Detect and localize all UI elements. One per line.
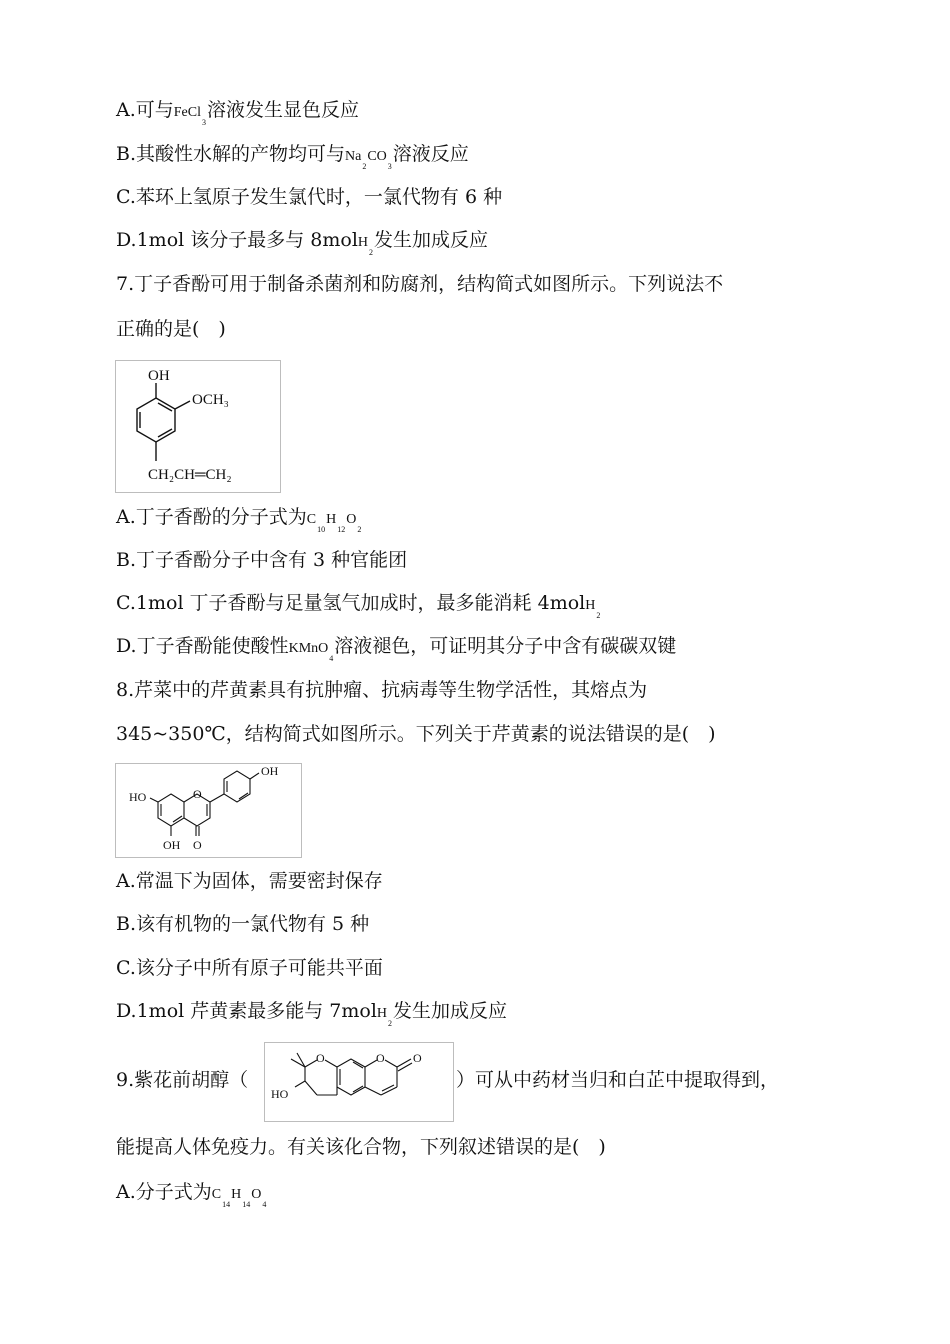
eugenol-och3-label: OCH₃ — [192, 392, 229, 408]
apigenin-ho-left-label: HO — [129, 790, 147, 804]
apigenin-oh-bottom-label: OH — [163, 838, 181, 852]
q9-option-a: A.分子式为$C_{14}H_{14}O_4$ — [116, 1181, 267, 1209]
eugenol-structure-figure — [115, 360, 281, 493]
q7-option-b: B.丁子香酚分子中含有 3 种官能团 — [116, 549, 408, 571]
q7-option-a: A.丁子香酚的分子式为$C_{10}H_{12}O_2$ — [116, 506, 362, 534]
q9-stem-line2: 能提高人体免疫力。有关该化合物，下列叙述错误的是( ) — [116, 1136, 606, 1158]
q9-stem-post: ）可从中药材当归和白芷中提取得到， — [456, 1069, 780, 1091]
q7-option-d: D.丁子香酚能使酸性KMnO$_4$溶液褪色，可证明其分子中含有碳碳双键 — [116, 635, 677, 663]
q8-option-a: A.常温下为固体，需要密封保存 — [116, 870, 383, 892]
q7-stem-line1: 7.丁子香酚可用于制备杀菌剂和防腐剂，结构简式如图所示。下列说法不 — [116, 273, 724, 295]
eugenol-chain-label: CH₂CH═CH₂ — [148, 467, 232, 483]
q8-option-b: B.该有机物的一氯代物有 5 种 — [116, 913, 370, 935]
q8-stem-line2: 345~350℃，结构简式如图所示。下列关于芹黄素的说法错误的是( ) — [116, 723, 716, 745]
q7-stem-line2: 正确的是( ) — [116, 318, 226, 340]
q8-option-d: D.1mol 芹黄素最多能与 7molH$_2$发生加成反应 — [116, 1000, 508, 1028]
q7-option-c: C.1mol 丁子香酚与足量氢气加成时，最多能消耗 4molH$_2$ — [116, 592, 601, 620]
q8-stem-line1: 8.芹菜中的芹黄素具有抗肿瘤、抗病毒等生物学活性，其熔点为 — [116, 679, 648, 701]
columbianetin-o2-label: O — [376, 1051, 385, 1065]
apigenin-structure-figure — [115, 763, 302, 858]
columbianetin-o1-label: O — [316, 1051, 325, 1065]
q8-option-c: C.该分子中所有原子可能共平面 — [116, 957, 383, 979]
apigenin-ring-o-label: O — [193, 787, 202, 801]
apigenin-carbonyl-o-label: O — [193, 838, 202, 852]
q6-option-c: C.苯环上氢原子发生氯代时，一氯代物有 6 种 — [116, 186, 503, 208]
apigenin-oh-top-label: OH — [261, 764, 279, 778]
q6-option-d: D.1mol 该分子最多与 8molH$_2$发生加成反应 — [116, 229, 489, 257]
q9-stem-pre: 9.紫花前胡醇（ — [116, 1069, 249, 1091]
columbianetin-o3-label: O — [413, 1051, 422, 1065]
q6-option-b: B.其酸性水解的产物均可与$Na_2CO_3$溶液反应 — [116, 143, 469, 171]
eugenol-oh-label: OH — [148, 368, 170, 384]
columbianetin-structure-figure — [264, 1042, 454, 1122]
q6-option-a: A.可与FeCl$_3$溶液发生显色反应 — [116, 99, 360, 127]
columbianetin-ho-label: HO — [271, 1087, 289, 1101]
